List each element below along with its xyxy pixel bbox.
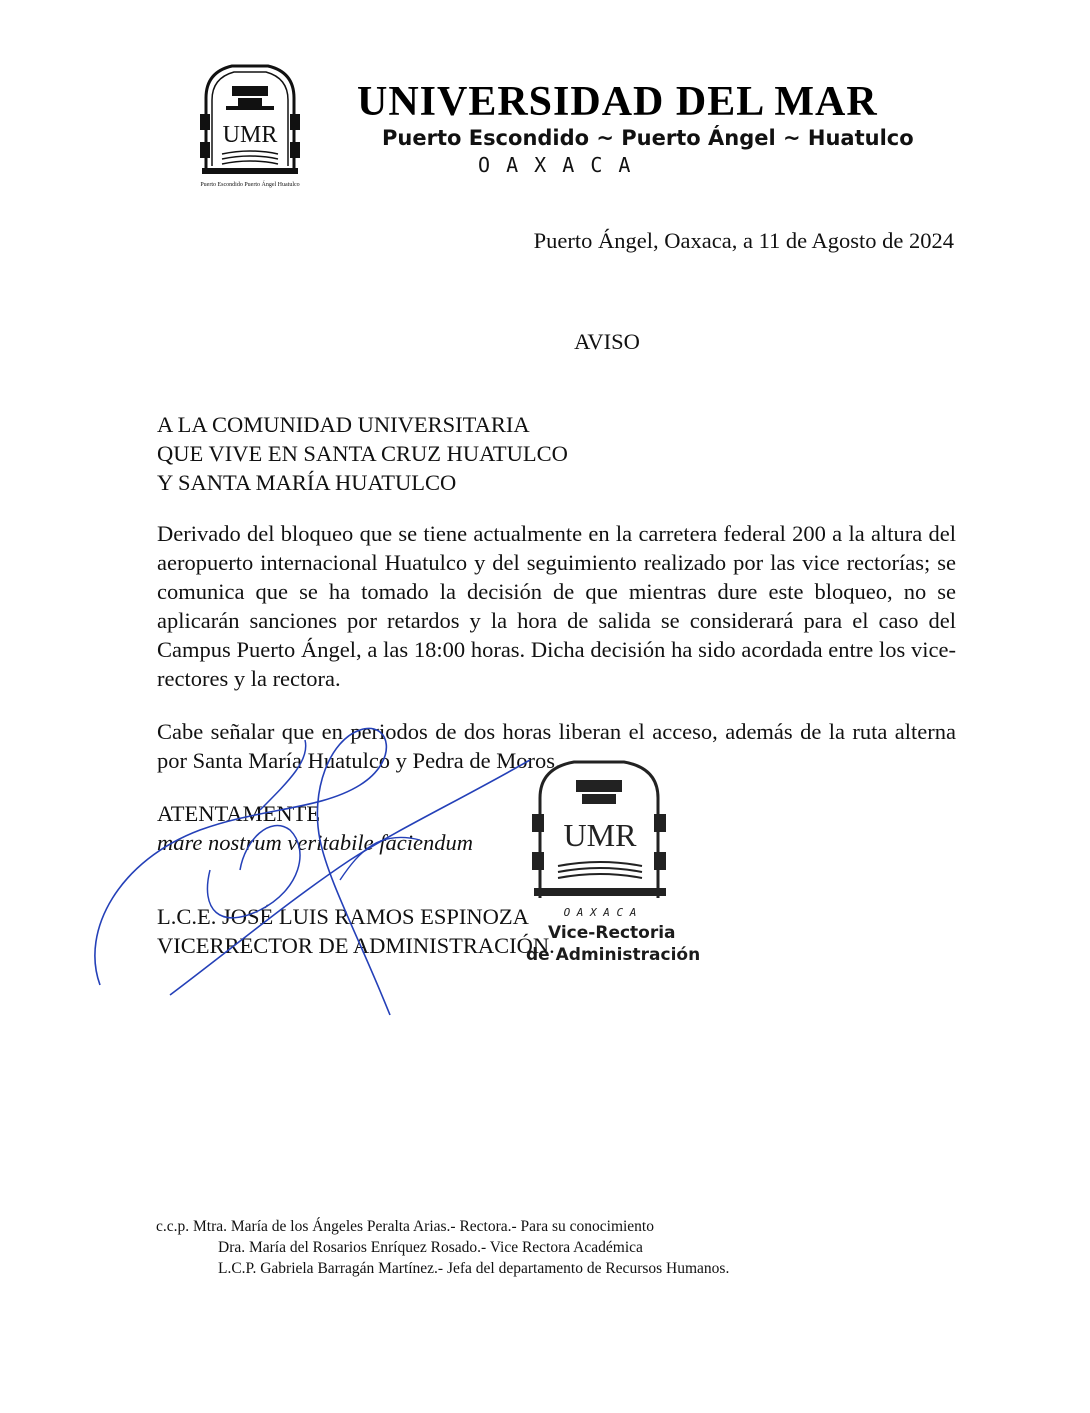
ccp-line: L.C.P. Gabriela Barragán Martínez.- Jefa del departamento de Recursos Humanos. [218,1260,730,1277]
university-title: UNIVERSIDAD DEL MAR [357,79,878,125]
svg-text:Puerto Escondido Puerto Ángel: Puerto Escondido Puerto Ángel Huatulco [200,182,300,188]
university-campuses: Puerto Escondido ~ Puerto Ángel ~ Huatulco [382,126,914,150]
ccp-line: c.c.p. Mtra. María de los Ángeles Peralta Arias.- Rectora.- Para su conocimiento [156,1218,654,1235]
ccp-line: Dra. María del Rosarios Enríquez Rosado.- Vice Rectora Académica [218,1239,643,1256]
university-state: O A X A C A [478,153,633,177]
svg-text:UMR: UMR [563,817,637,853]
paragraph-1: Derivado del bloqueo que se tiene actualmente en la carretera federal 200 a la altura del aeropuerto internacional Huatulco y del seguimiento realizado por las vice rectorías; se comunica que se ha tomado la decisión de que mientras dure este bloqueo, no se aplicarán sanciones por retardos y la hora de salida se considerará para el caso del Campus Puerto Ángel, a las 18:00 horas. Dicha decisión ha sido acordada entre los vice-rectores y la rectora. [157,521,956,691]
motto: mare nostrum veritabile faciendum [157,830,473,855]
svg-text:O A X A C A: O A X A C A [563,906,637,919]
recipient-line: A LA COMUNIDAD UNIVERSITARIA [157,412,530,437]
official-stamp [518,748,701,976]
signer-position: VICERRECTOR DE ADMINISTRACIÓN. [157,933,555,958]
recipient-line: QUE VIVE EN SANTA CRUZ HUATULCO [157,441,568,466]
signer-name: L.C.E. JOSÉ LUIS RAMOS ESPINOZA [157,904,529,929]
stamp-line-2: de Administración [526,945,701,965]
closing: ATENTAMENTE [157,801,321,826]
date-line: Puerto Ángel, Oaxaca, a 11 de Agosto de 2024 [533,228,954,253]
signer-block [157,902,555,960]
carbon-copy-list [156,1216,729,1279]
university-logo [192,58,308,192]
notice-title: AVISO [574,329,640,354]
stamp-line-1: Vice-Rectoria [548,923,676,943]
recipient-line: Y SANTA MARÍA HUATULCO [157,470,457,495]
recipients-block [157,410,568,497]
paragraph-2: Cabe señalar que en periodos de dos horas liberan el acceso, además de la ruta alterna por Santa María Huatulco y Pedra de Moros. [157,719,956,773]
svg-text:UMR: UMR [222,122,278,148]
